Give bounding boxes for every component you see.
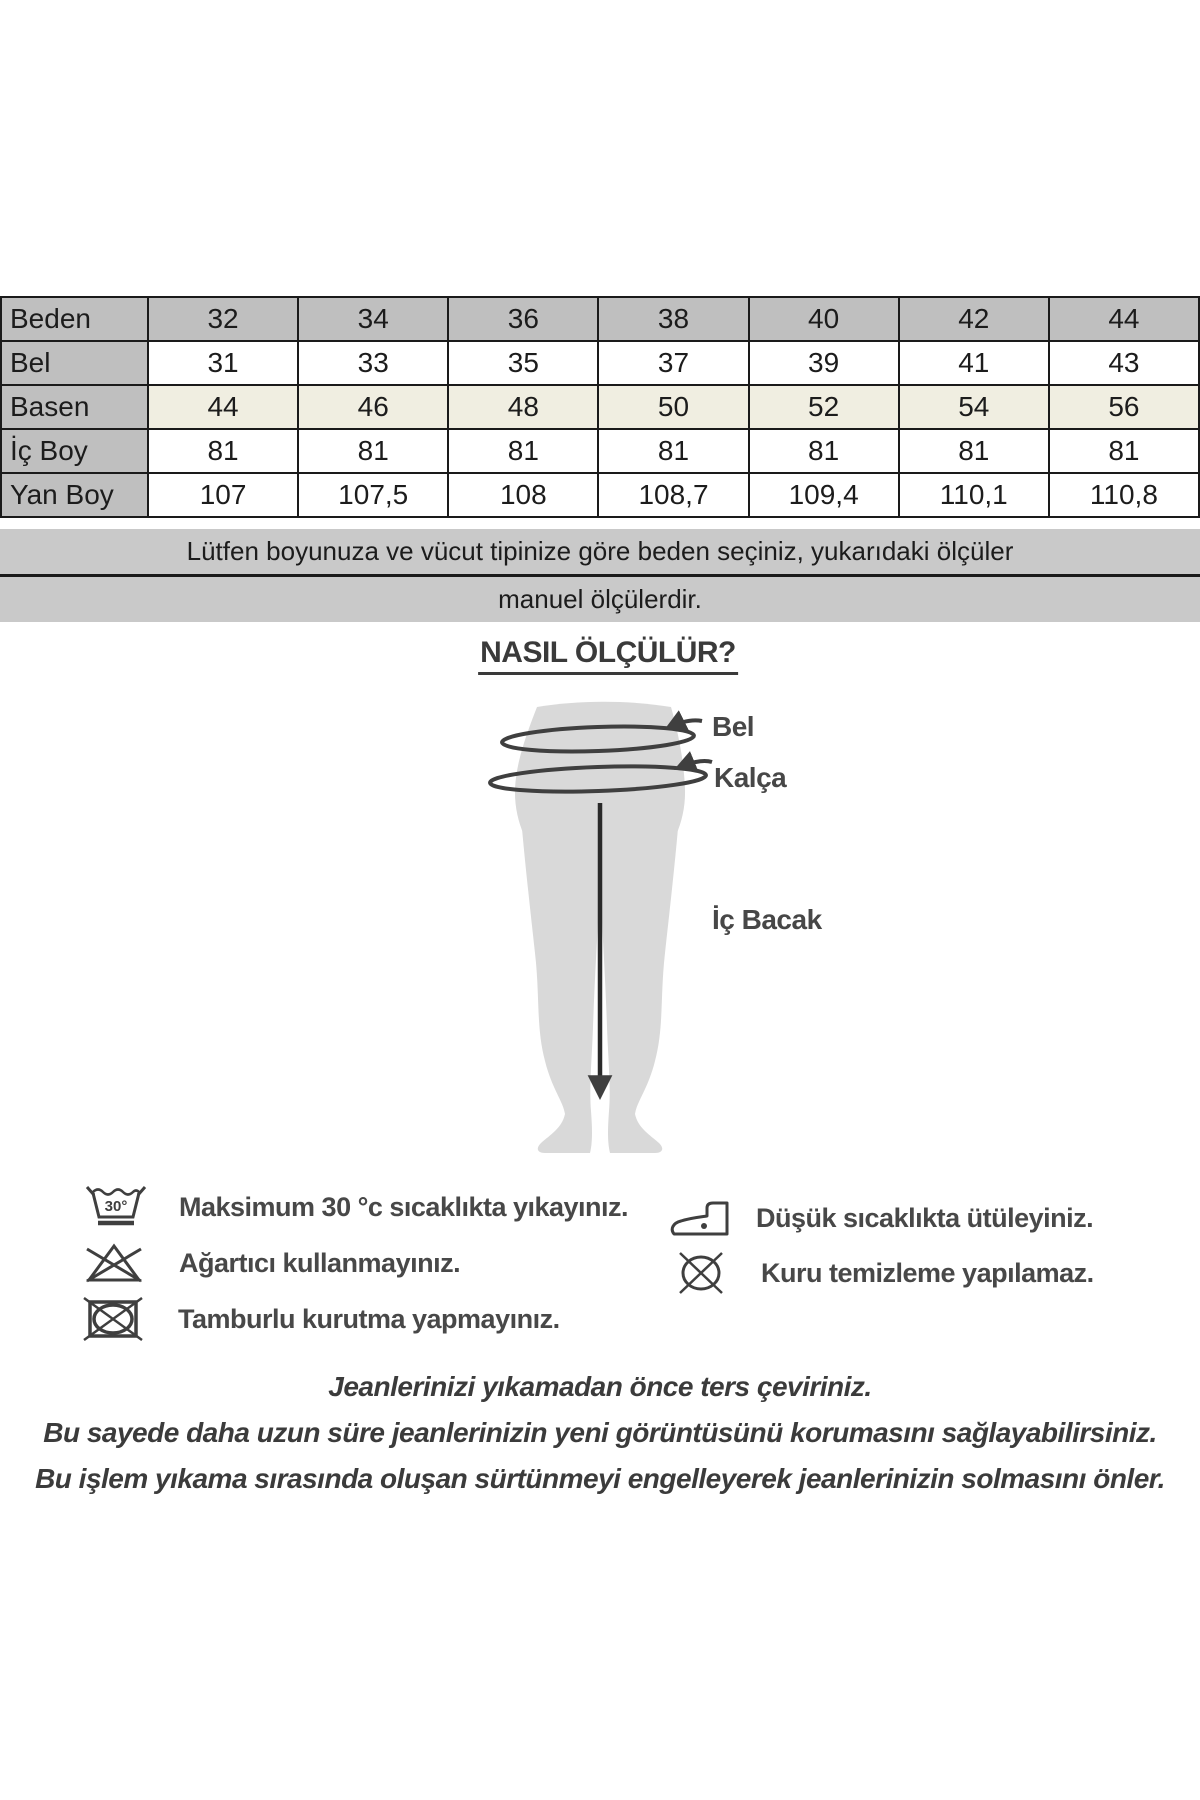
size-value-cell: 36: [448, 297, 598, 341]
size-value-cell: 56: [1049, 385, 1199, 429]
size-value-cell: 42: [899, 297, 1049, 341]
care-item-no-bleach: [83, 1241, 460, 1285]
size-table-body: [1, 297, 1199, 517]
care-label: Tamburlu kurutma yapmayınız.: [178, 1303, 560, 1334]
table-row: [1, 385, 1199, 429]
size-value-cell: 37: [598, 341, 748, 385]
size-value-cell: 46: [298, 385, 448, 429]
size-value-cell: 107: [148, 473, 298, 517]
size-value-cell: 110,1: [899, 473, 1049, 517]
size-value-cell: 81: [749, 429, 899, 473]
size-value-cell: 81: [298, 429, 448, 473]
footer-note-line-1: Jeanlerinizi yıkamadan önce ters çeviriniz.: [328, 1371, 872, 1402]
no-dry-clean-icon: [672, 1251, 730, 1295]
size-note: [0, 529, 1200, 622]
size-value-cell: 81: [448, 429, 598, 473]
size-value-cell: 31: [148, 341, 298, 385]
size-value-cell: 81: [148, 429, 298, 473]
care-label: Maksimum 30 °c sıcaklıkta yıkayınız.: [179, 1191, 629, 1222]
care-label: Düşük sıcaklıkta ütüleyiniz.: [756, 1202, 1094, 1233]
size-value-cell: 81: [598, 429, 748, 473]
size-table-section: [0, 296, 1200, 518]
size-value-cell: 34: [298, 297, 448, 341]
svg-text:30°: 30°: [104, 1198, 128, 1215]
size-value-cell: 40: [749, 297, 899, 341]
size-value-cell: 44: [148, 385, 298, 429]
size-value-cell: 54: [899, 385, 1049, 429]
size-value-cell: 33: [298, 341, 448, 385]
size-value-cell: 48: [448, 385, 598, 429]
size-value-cell: 107,5: [298, 473, 448, 517]
care-item-no-tumble-dry: [83, 1297, 560, 1341]
size-value-cell: 109,4: [749, 473, 899, 517]
size-value-cell: 41: [899, 341, 1049, 385]
size-value-cell: 44: [1049, 297, 1199, 341]
footer-note-line-2: Bu sayede daha uzun süre jeanlerinizin yeni görüntüsünü korumasını sağlayabilirsiniz.: [43, 1417, 1157, 1448]
size-value-cell: 32: [148, 297, 298, 341]
table-row: [1, 341, 1199, 385]
waist-label: Bel: [712, 711, 755, 742]
care-item-wash: [85, 1184, 628, 1230]
care-item-no-dry-clean: [672, 1251, 1094, 1295]
size-value-cell: 81: [899, 429, 1049, 473]
row-label: Bel: [1, 341, 148, 385]
size-value-cell: 52: [749, 385, 899, 429]
hip-arrow: [678, 761, 712, 768]
how-to-measure-title: NASIL ÖLÇÜLÜR?: [478, 636, 738, 675]
hip-label: Kalça: [714, 762, 787, 793]
size-value-cell: 108,7: [598, 473, 748, 517]
size-value-cell: 38: [598, 297, 748, 341]
footer-note-line-3: Bu işlem yıkama sırasında oluşan sürtünmeyi engelleyerek jeanlerinizin solmasını önler.: [35, 1463, 1165, 1494]
table-row: [1, 297, 1199, 341]
size-note-line-1: Lütfen boyunuza ve vücut tipinize göre beden seçiniz, yukarıdaki ölçüler: [186, 536, 1014, 566]
size-value-cell: 39: [749, 341, 899, 385]
row-label: İç Boy: [1, 429, 148, 473]
size-value-cell: 81: [1049, 429, 1199, 473]
wash-30-icon: [85, 1184, 147, 1230]
row-label: Basen: [1, 385, 148, 429]
size-table: [0, 296, 1200, 518]
no-bleach-icon: [83, 1241, 145, 1285]
iron-low-heat-icon: [670, 1197, 730, 1239]
size-value-cell: 43: [1049, 341, 1199, 385]
table-row: [1, 473, 1199, 517]
size-note-line-2: manuel ölçülerdir.: [498, 584, 702, 614]
size-value-cell: 50: [598, 385, 748, 429]
no-tumble-dry-icon: [83, 1297, 143, 1341]
inseam-label: İç Bacak: [712, 904, 822, 935]
care-item-iron-low: [670, 1197, 1093, 1239]
row-label: Yan Boy: [1, 473, 148, 517]
table-row: [1, 429, 1199, 473]
care-label: Kuru temizleme yapılamaz.: [761, 1257, 1094, 1288]
size-value-cell: 110,8: [1049, 473, 1199, 517]
care-label: Ağartıcı kullanmayınız.: [179, 1247, 461, 1278]
row-label: Beden: [1, 297, 148, 341]
size-value-cell: 35: [448, 341, 598, 385]
size-value-cell: 108: [448, 473, 598, 517]
